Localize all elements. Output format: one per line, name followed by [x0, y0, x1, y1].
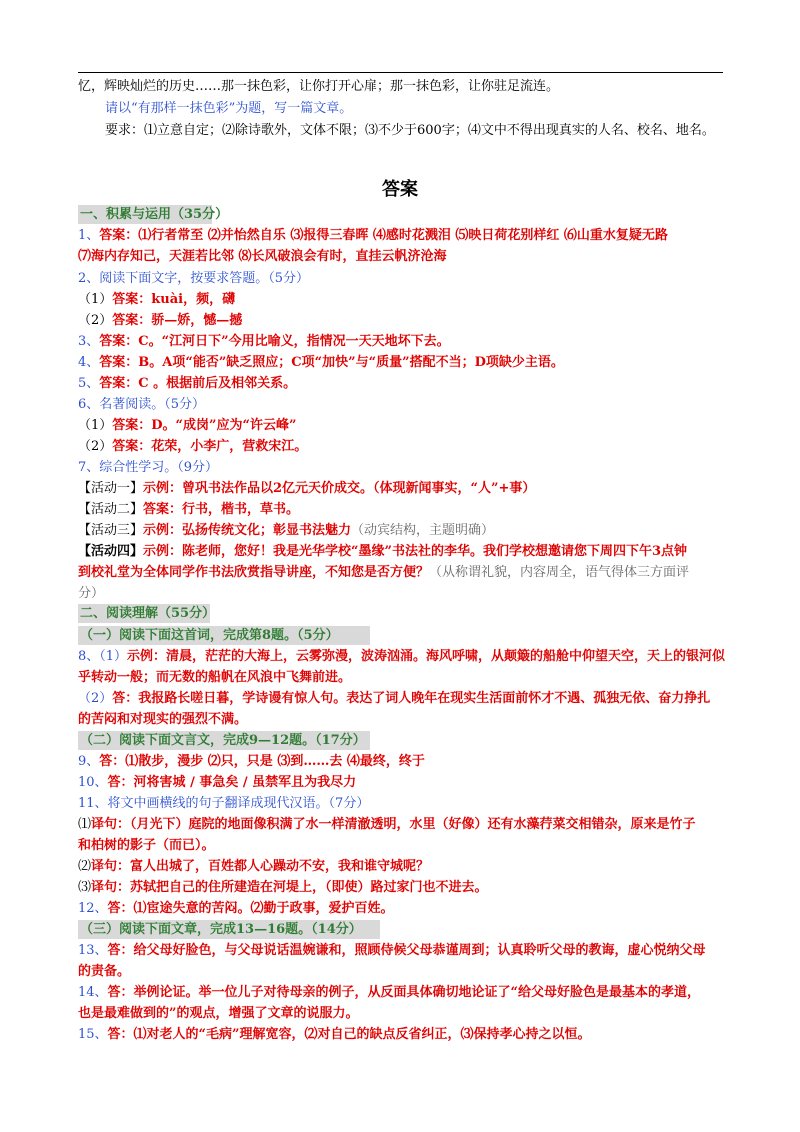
- answer-text: 答：⑴散步，漫步 ⑵只，只是 ⑶到……去 ⑷最终，终于: [99, 754, 425, 769]
- answer-item: [78, 226, 668, 246]
- answer-item: [78, 521, 494, 541]
- sub-question-number: （2）: [78, 691, 113, 706]
- answer-item: [78, 773, 356, 793]
- answer-item: [78, 416, 296, 436]
- page-title: 答案: [382, 179, 418, 200]
- answer-text: 示例：弘扬传统文化；彰显书法魅力: [143, 523, 352, 538]
- answer-text: 译句：（月光下）庭院的地面像积满了水一样清澈透明，水里（好像）还有水藻荇菜交相错杂，原来是竹子: [91, 817, 696, 832]
- answer-item: [78, 290, 235, 310]
- sub-question-number: （1）: [78, 292, 113, 307]
- answer-text: 也是最难做到的”的观点，增强了文章的说服力。: [78, 1006, 359, 1021]
- question-number: 8、（1）: [78, 649, 128, 664]
- answer-item: [78, 815, 696, 835]
- activity-label: 【活动二】: [78, 502, 144, 517]
- question-text: 11、将文中画横线的句子翻译成现代汉语。（7分）: [78, 796, 370, 811]
- answer-item: [78, 479, 535, 499]
- answer-text: 的苦闷和对现实的强烈不满。: [78, 712, 248, 727]
- subsection-header: （一）阅读下面这首词，完成第8题。（5分）: [78, 626, 370, 645]
- question-number: 9、: [78, 754, 100, 769]
- section-header: 一、积累与运用（35分）: [80, 207, 229, 222]
- answer-text: 答案：C 。根据前后及相邻关系。: [99, 376, 297, 391]
- question-number: 1、: [78, 228, 100, 243]
- question-number: 13、: [78, 943, 108, 958]
- answer-item: [78, 983, 700, 1003]
- activity-label: 【活动三】: [78, 523, 144, 538]
- answer-text: 示例：清晨，茫茫的大海上，云雾弥漫，波涛汹涌。海风呼啸，从颠簸的船舱中仰望天空，天上的银河似: [127, 649, 726, 664]
- sub-question-number: ⑶: [78, 880, 92, 895]
- essay-prompt: 请以“有那样一抹色彩”为题，写一篇文章。: [105, 101, 353, 116]
- subsection-header: （二）阅读下面文言文，完成9—12题。（17分）: [78, 731, 370, 750]
- answer-text: 答案：C。“江河日下”今用比喻义，指情况一天天地坏下去。: [99, 334, 450, 349]
- sub-question-number: ⑵: [78, 859, 92, 874]
- answer-item: [78, 542, 687, 562]
- answer-text: 答案：⑴行者常至 ⑵并怡然自乐 ⑶报得三春晖 ⑷感时花溅泪 ⑸映日荷花别样红 ⑹山重水复疑无路: [99, 228, 668, 243]
- question-text: 2、阅读下面文字，按要求答题。（5分）: [78, 271, 310, 286]
- sub-question-number: （2）: [78, 439, 113, 454]
- scoring-note: （动宾结构，主题明确）: [351, 523, 495, 538]
- answer-text: 答：⑴对老人的“毛病”理解宽容，⑵对自己的缺点反省纠正，⑶保持孝心持之以恒。: [107, 1027, 591, 1042]
- sub-question-number: （2）: [78, 313, 113, 328]
- answer-item: [78, 941, 706, 961]
- essay-requirements: 要求：⑴立意自定；⑵除诗歌外，文体不限；⑶不少于600字；⑷文中不得出现真实的人名、校名、地名。: [105, 123, 715, 138]
- question-number: 10、: [78, 775, 108, 790]
- answer-text: 和柏树的影子（而已）。: [78, 838, 215, 853]
- answer-item: [78, 857, 429, 877]
- answer-text: 的责备。: [78, 964, 131, 979]
- subsection-header: （三）阅读下面文章，完成13—16题。（14分）: [78, 920, 380, 939]
- answer-item: [78, 500, 299, 520]
- section-header: 二、阅读理解（55分）: [80, 606, 216, 621]
- question-number: 14、: [78, 985, 108, 1000]
- answer-item: [78, 311, 242, 331]
- answer-text: 译句：苏轼把自己的住所建造在河堤上，（即使）路过家门也不进去。: [91, 880, 488, 895]
- answer-text: 答案：D。“成岗”应为“许云峰”: [112, 418, 297, 433]
- answer-text: 示例：陈老师，您好！我是光华学校“墨缘”书法社的李华。我们学校想邀请您下周四下午3点钟: [143, 544, 688, 559]
- answer-text: 答：⑴宦途失意的苦闷。⑵勤于政事，爱护百姓。: [107, 901, 394, 916]
- answer-text: 答：给父母好脸色，与父母说话温婉谦和，照顾侍候父母恭谨周到；认真聆听父母的教诲，虚心悦纳父母: [107, 943, 706, 958]
- answer-text: 答案：骄—娇，憾—撼: [112, 313, 243, 328]
- answer-text: 答：我报路长嗟日暮，学诗谩有惊人句。表达了词人晚年在现实生活面前怀才不遇、孤独无依、奋力挣扎: [112, 691, 711, 706]
- question-number: 15、: [78, 1027, 108, 1042]
- answer-text: 答案：花荣，小李广，营救宋江。: [112, 439, 308, 454]
- answer-text: 答案：行书，楷书，草书。: [143, 502, 300, 517]
- answer-text: 答案：kuài，频，礴: [112, 292, 236, 307]
- question-text: 6、名著阅读。（5分）: [78, 397, 206, 412]
- answer-item: [78, 332, 450, 352]
- answer-text: ⑺海内存知己，天涯若比邻 ⑻长风破浪会有时，直挂云帆济沧海: [78, 249, 447, 264]
- answer-item: [78, 878, 488, 898]
- answer-item: [78, 563, 689, 583]
- header-rule: [78, 72, 723, 73]
- answer-text: 到校礼堂为全体同学作书法欣赏指导讲座，不知您是否方便？: [78, 565, 430, 580]
- answer-item: [78, 647, 725, 667]
- activity-label: 【活动四】: [78, 544, 144, 559]
- answer-item: [78, 437, 307, 457]
- sub-question-number: ⑴: [78, 817, 92, 832]
- prompt-text: 忆，辉映灿烂的历史……那一抹色彩，让你打开心扉；那一抹色彩，让你驻足流连。: [78, 79, 560, 94]
- activity-label: 【活动一】: [78, 481, 144, 496]
- sub-question-number: （1）: [78, 418, 113, 433]
- answer-item: [78, 353, 564, 373]
- scoring-note: （从称谓礼貌，内容周全，语气得体三方面评: [429, 565, 690, 580]
- answer-item: [78, 1025, 591, 1045]
- answer-text: 译句：富人出城了，百姓都人心躁动不安，我和谁守城呢？: [91, 859, 430, 874]
- answer-item: [78, 752, 425, 772]
- answer-text: 示例：曾巩书法作品以2亿元天价成交。（体现新闻事实，“人”+事）: [143, 481, 536, 496]
- question-number: 4、: [78, 355, 100, 370]
- question-text: 7、综合性学习。（9分）: [78, 460, 219, 475]
- answer-item: [78, 899, 394, 919]
- answer-item: [78, 689, 710, 709]
- scoring-note: 分）: [78, 586, 105, 601]
- answer-text: 答：举例论证。举一位儿子对待母亲的例子，从反面具体确切地论证了“给父母好脸色是最基本的孝道，: [107, 985, 701, 1000]
- answer-text: 答：河将害城 / 事急矣 / 虽禁军且为我尽力: [107, 775, 357, 790]
- question-number: 5、: [78, 376, 100, 391]
- answer-text: 答案：B。A项“能否”缺乏照应；C项“加快”与“质量”搭配不当；D项缺少主语。: [99, 355, 564, 370]
- answer-item: [78, 374, 296, 394]
- question-number: 3、: [78, 334, 100, 349]
- question-number: 12、: [78, 901, 108, 916]
- answer-text: 乎转动一般；而无数的船帆在风浪中飞舞前进。: [78, 670, 352, 685]
